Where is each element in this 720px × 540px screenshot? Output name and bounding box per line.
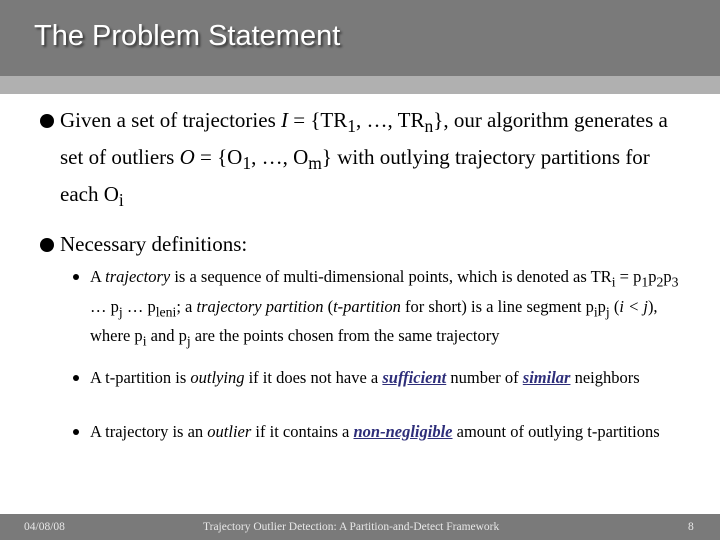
slide-title: The Problem Statement bbox=[34, 20, 341, 52]
definition-trajectory: A trajectory is a sequence of multi-dimensional points, which is denoted as $TR_i = p_1p_2p_3$ … $p_j$ … $p_{leni}$; a trajectory partition (t-partition for short) is a line segment $p_ip_j$ (i < j), where $p_i$ and $p_j$ are the points chosen from the same trajectory bbox=[90, 267, 679, 349]
bullet-necessary-definitions: Necessary definitions: bbox=[60, 232, 248, 256]
title-stripe bbox=[0, 76, 720, 94]
footer-date: 04/08/08 bbox=[24, 521, 65, 533]
footer-title: Trajectory Outlier Detection: A Partition-and-Detect Framework bbox=[203, 521, 500, 533]
bullet-dot bbox=[40, 114, 54, 128]
sub-bullet-dot bbox=[73, 375, 79, 381]
definition-outlier: A trajectory is an outlier if it contains a non-negligible amount of outlying t-partitions bbox=[90, 422, 660, 441]
sub-bullet-dot bbox=[73, 274, 79, 280]
bullet-dot bbox=[40, 238, 54, 252]
definition-outlying: A t-partition is outlying if it does not have a sufficient number of similar neighbors bbox=[90, 368, 640, 387]
bullet-trajectories-outliers: Given a set of trajectories $I = \{TR_1$, …, $TR_n$}, our algorithm generates a set of outliers $O = \{O_1$, …, $O_m$} with outlying trajectory partitions for each $O_i$ bbox=[60, 108, 668, 211]
page-number: 8 bbox=[688, 521, 694, 533]
sub-bullet-dot bbox=[73, 429, 79, 435]
